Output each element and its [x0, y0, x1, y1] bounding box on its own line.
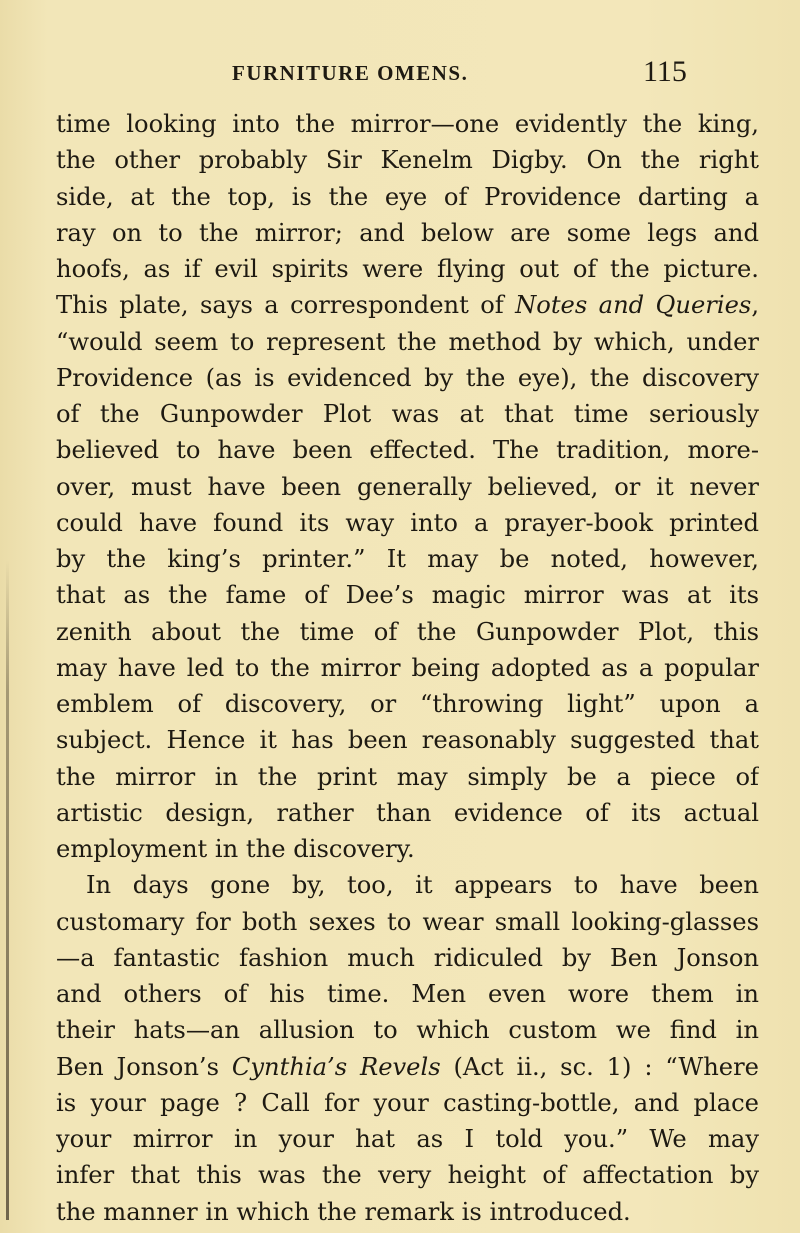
- text-line: “would seem to represent the method by which, under: [56, 327, 759, 356]
- page-header: [0, 55, 800, 95]
- text-line: believed to have been effected. The tradition, more-: [56, 436, 759, 465]
- text-line: may have led to the mirror being adopted as a popular: [56, 653, 759, 682]
- text-line: time looking into the mirror—one evidently the king,: [56, 110, 759, 138]
- page-number: 115: [643, 55, 687, 88]
- text-line: your mirror in your hat as I told you.” We may: [56, 1125, 759, 1153]
- text-line: subject. Hence it has been reasonably suggested that: [56, 726, 759, 755]
- text-line: ray on to the mirror; and below are some legs and: [56, 218, 759, 247]
- italic-title: Notes and Queries: [515, 291, 752, 320]
- text-line: customary for both sexes to wear small looking-glasses: [56, 907, 759, 936]
- text-line: hoofs, as if evil spirits were flying out of the picture.: [56, 255, 759, 283]
- text-line: the mirror in the print may simply be a piece of: [56, 762, 759, 791]
- paragraph-last-line: employment in the discovery.: [56, 835, 415, 863]
- text-line: side, at the top, is the eye of Providence darting a: [56, 182, 759, 211]
- text-line: that as the fame of Dee’s magic mirror was at its: [56, 581, 759, 610]
- page-gutter-shadow: [6, 560, 9, 1220]
- text-line: zenith about the time of the Gunpowder Plot, this: [56, 617, 759, 646]
- paragraph-first-line: In days gone by, too, it appears to have been: [86, 871, 759, 900]
- text-line: by the king’s printer.” It may be noted, however,: [56, 545, 759, 573]
- text-line: over, must have been generally believed, or it never: [56, 472, 759, 501]
- text-line: the manner in which the remark is introduced.: [56, 1197, 631, 1226]
- text-line: This plate, says a correspondent of Notes and Queries,: [56, 291, 759, 320]
- text-line: Ben Jonson’s Cynthia’s Revels (Act ii., sc. 1) : “Where: [56, 1052, 759, 1081]
- text-line: could have found its way into a prayer-book printed: [56, 508, 759, 537]
- text-line: emblem of discovery, or “throwing light” upon a: [56, 690, 759, 718]
- text-line: infer that this was the very height of affectation by: [56, 1161, 759, 1190]
- running-head: FURNITURE OMENS.: [232, 61, 469, 85]
- text-line: artistic design, rather than evidence of its actual: [56, 798, 759, 827]
- text-line: and others of his time. Men even wore them in: [56, 980, 759, 1008]
- text-line: their hats—an allusion to which custom we find in: [56, 1016, 759, 1045]
- text-line: Providence (as is evidenced by the eye), the discovery: [56, 363, 759, 392]
- text-line: —a fantastic fashion much ridiculed by Ben Jonson: [56, 943, 759, 972]
- text-line: is your page ? Call for your casting-bottle, and place: [56, 1088, 759, 1117]
- italic-title: Cynthia’s Revels: [231, 1052, 441, 1081]
- text-line: the other probably Sir Kenelm Digby. On the right: [56, 146, 759, 175]
- text-line: of the Gunpowder Plot was at that time seriously: [56, 400, 759, 428]
- body-text: [56, 106, 759, 1230]
